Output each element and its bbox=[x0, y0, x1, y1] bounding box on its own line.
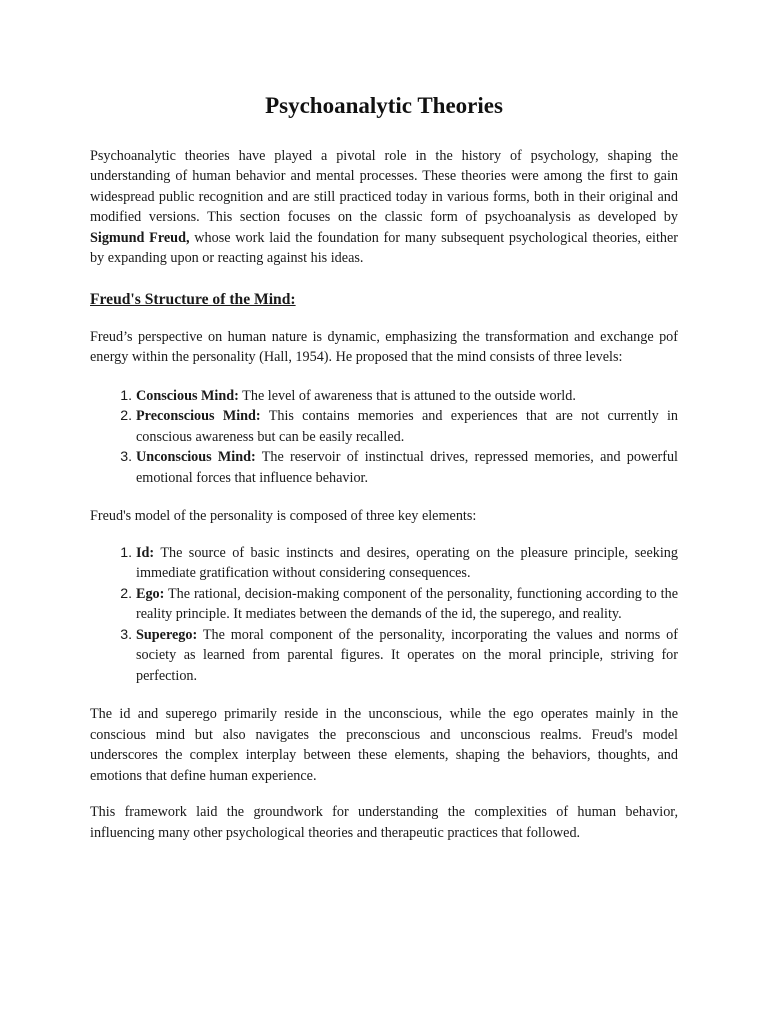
list-item bbox=[136, 625, 678, 687]
list-item-term: Superego: bbox=[136, 626, 198, 643]
list-item-term: Preconscious Mind: bbox=[136, 408, 261, 425]
model-paragraph: Freud's model of the personality is composed of three key elements: bbox=[90, 508, 477, 525]
list-item-term: Unconscious Mind: bbox=[136, 449, 256, 466]
list-item bbox=[136, 406, 678, 447]
intro-text-before: Psychoanalytic theories have played a pivotal role in the history of psychology, shaping the understanding of human behavior and mental processes. These theories were among the first to gain widespread public recognition and are still practiced today in various forms, both in their original and modified versions. This section focuses on the classic form of psychoanalysis as developed by bbox=[90, 147, 678, 226]
list-item-term: Id: bbox=[136, 544, 155, 561]
mind-levels-list bbox=[90, 386, 678, 489]
document-title: Psychoanalytic Theories bbox=[265, 93, 503, 118]
list-item-term: Conscious Mind: bbox=[136, 387, 239, 404]
list-item bbox=[136, 386, 678, 407]
list-item-desc: The rational, decision-making component of the personality, functioning according to the reality principle. It mediates between the demands of the id, the superego, and reality. bbox=[136, 585, 678, 623]
list-item-desc: This contains memories and experiences that are not currently in conscious awareness but can be easily recalled. bbox=[136, 408, 678, 445]
interplay-paragraph: The id and superego primarily reside in the unconscious, while the ego operates mainly in the conscious mind but also navigates the preconscious and unconscious realms. Freud's model underscores the complex interplay between these elements, shaping the behaviors, thoughts, and emotions that define human experience. bbox=[90, 706, 678, 784]
list-item-desc: The reservoir of instinctual drives, repressed memories, and powerful emotional forces that influence behavior. bbox=[136, 449, 678, 486]
perspective-paragraph: Freud’s perspective on human nature is dynamic, emphasizing the transformation and exchange pof energy within the personality (Hall, 1954). He proposed that the mind consists of three levels: bbox=[90, 328, 678, 366]
list-item bbox=[136, 543, 678, 584]
intro-bold-name: Sigmund Freud, bbox=[90, 229, 190, 246]
list-item-desc: The level of awareness that is attuned to the outside world. bbox=[238, 387, 576, 404]
list-item bbox=[136, 584, 678, 625]
intro-text-after: whose work laid the foundation for many subsequent psychological theories, either by expanding upon or reacting against his ideas. bbox=[90, 229, 678, 267]
list-item bbox=[136, 447, 678, 488]
list-item-desc: The source of basic instincts and desires, operating on the pleasure principle, seeking immediate gratification without considering consequences. bbox=[136, 544, 678, 582]
list-item-desc: The moral component of the personality, incorporating the values and norms of society as learned from parental figures. It operates on the moral principle, striving for perfection. bbox=[136, 626, 678, 684]
list-item-term: Ego: bbox=[136, 585, 165, 602]
section-heading: Freud's Structure of the Mind: bbox=[90, 290, 296, 308]
intro-paragraph bbox=[90, 146, 678, 269]
closing-paragraph: This framework laid the groundwork for understanding the complexities of human behavior, influencing many other psychological theories and therapeutic practices that followed. bbox=[90, 804, 678, 841]
personality-elements-list bbox=[90, 543, 678, 687]
